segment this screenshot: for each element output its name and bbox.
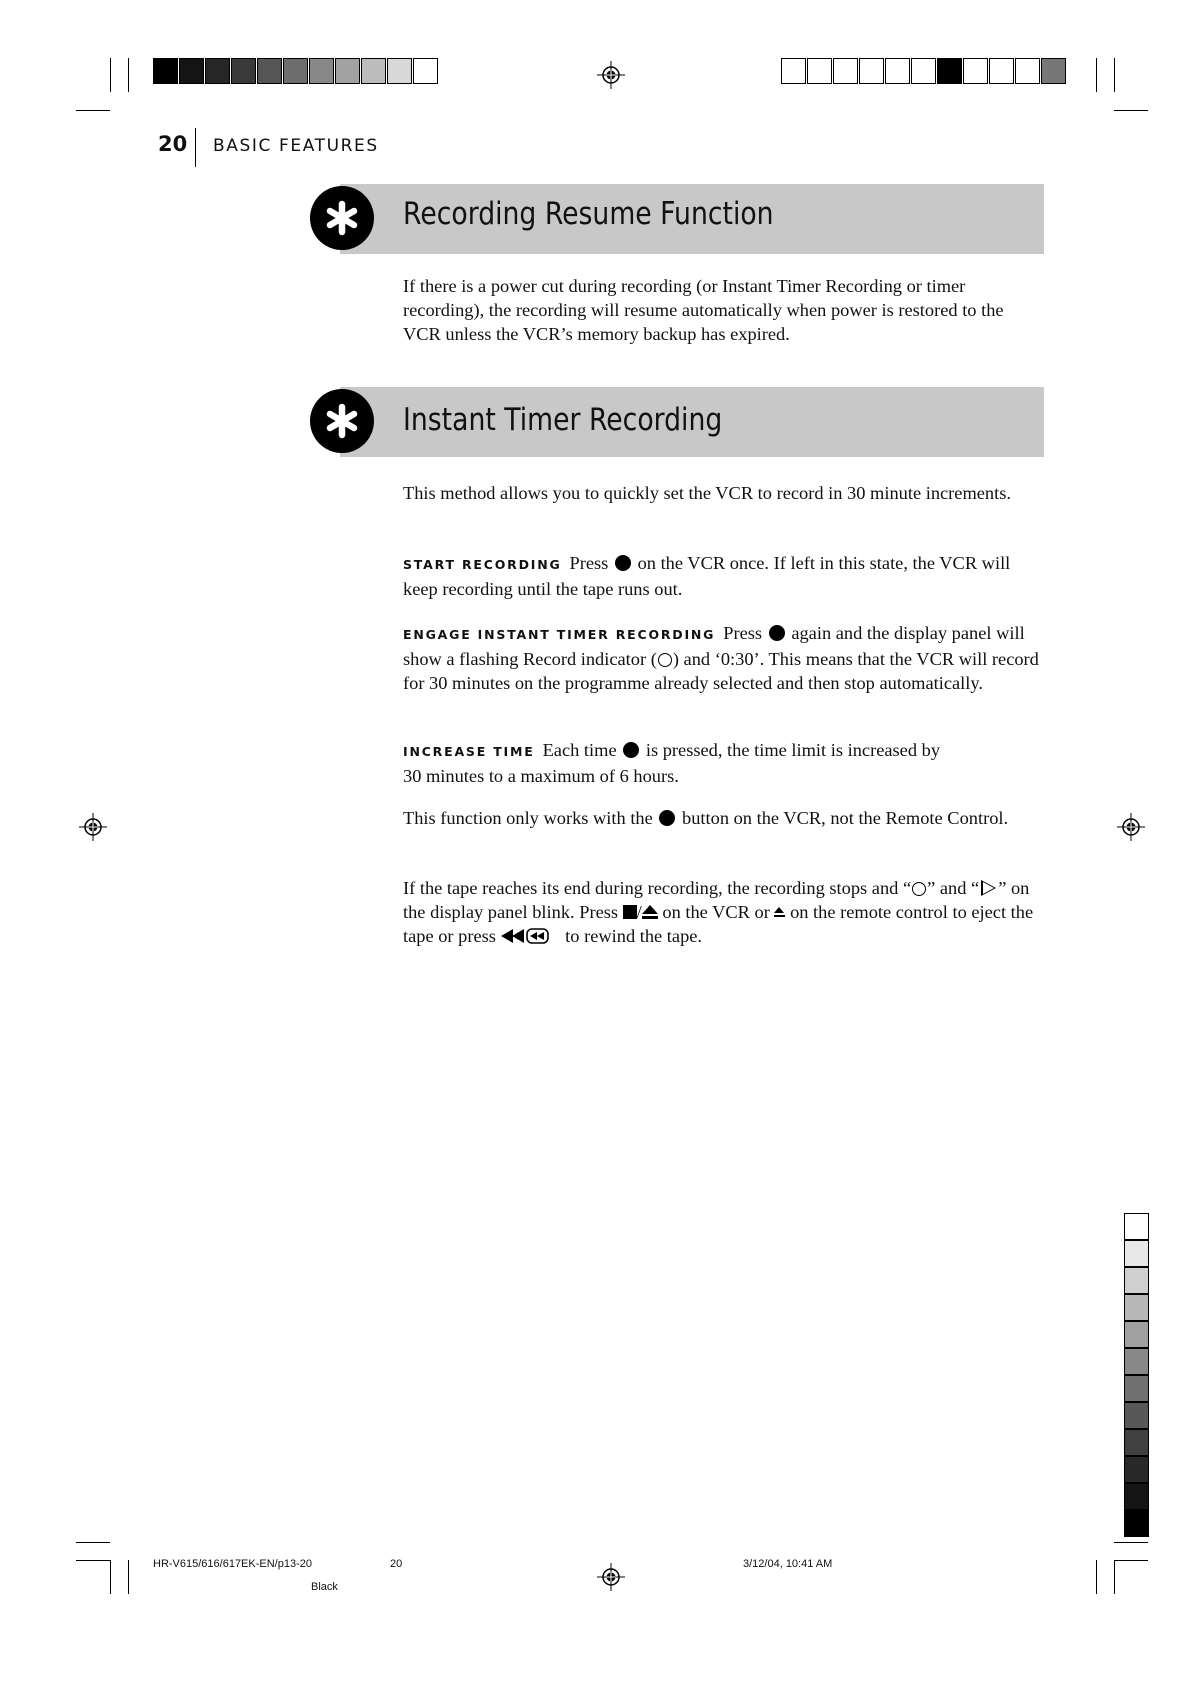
page-number: 20 [158, 132, 188, 156]
grayscale-bar-right [1124, 1213, 1149, 1537]
color-bar-top-right [781, 58, 1067, 84]
header-divider [195, 128, 196, 167]
footer-plate: Black [311, 1581, 338, 1593]
record-button-icon [659, 810, 675, 826]
eject-icon [774, 907, 785, 918]
step-start-recording: START RECORDING Press on the VCR once. If left in this state, the VCR will keep recording until the tape runs out. [403, 553, 1011, 599]
intro-paragraph: This method allows you to quickly set the VCR to record in 30 minute increments. [403, 483, 1011, 503]
record-button-icon [623, 742, 639, 758]
step-engage-instant-timer: ENGAGE INSTANT TIMER RECORDING Press again and the display panel will show a flashing Record indicator ( ) and ‘0:30’. This means that the VCR will record for 30 minutes on the programme already selected and then stop automatically. [403, 623, 1039, 693]
footer-date: 3/12/04, 10:41 AM [743, 1558, 833, 1570]
stop-eject-icon: / [623, 902, 658, 922]
note-paragraph: This function only works with the button on the VCR, not the Remote Control. [403, 808, 1009, 828]
step-label: INCREASE TIME [403, 744, 535, 759]
footer-file-name: HR-V615/616/617EK-EN/p13-20 [153, 1558, 312, 1570]
record-indicator-icon [912, 882, 926, 896]
rewind-icon [501, 926, 561, 942]
step-label: START RECORDING [403, 557, 562, 572]
registration-mark-icon [596, 1562, 626, 1592]
running-header: BASIC FEATURES [213, 136, 379, 156]
tape-end-paragraph: If the tape reaches its end during recording, the recording stops and “ ” and “ ” on the display panel blink. Press / on the VCR or on the remote control to eject the tape or press to rewind the tape. [403, 878, 1034, 946]
registration-mark-icon [78, 812, 108, 842]
play-triangle-icon [981, 880, 996, 896]
registration-mark-icon [596, 60, 626, 90]
registration-mark-icon [1116, 812, 1146, 842]
step-label: ENGAGE INSTANT TIMER RECORDING [403, 627, 716, 642]
record-button-icon [769, 625, 785, 641]
section-title: Recording Resume Function [403, 196, 774, 232]
step-increase-time: INCREASE TIME Each time is pressed, the time limit is increased by 30 minutes to a maximum of 6 hours. [403, 740, 941, 786]
record-button-icon [615, 555, 631, 571]
footer-page-number: 20 [390, 1558, 403, 1570]
asterisk-icon [310, 186, 374, 250]
body-paragraph: If there is a power cut during recording (or Instant Timer Recording or timer recording), the recording will resume automatically when power is restored to the VCR unless the VCR’s memory backup has expired. [403, 276, 1004, 344]
section-title: Instant Timer Recording [403, 402, 723, 438]
asterisk-icon [310, 389, 374, 453]
record-indicator-icon [658, 653, 672, 667]
grayscale-bar-top-left [153, 58, 439, 84]
